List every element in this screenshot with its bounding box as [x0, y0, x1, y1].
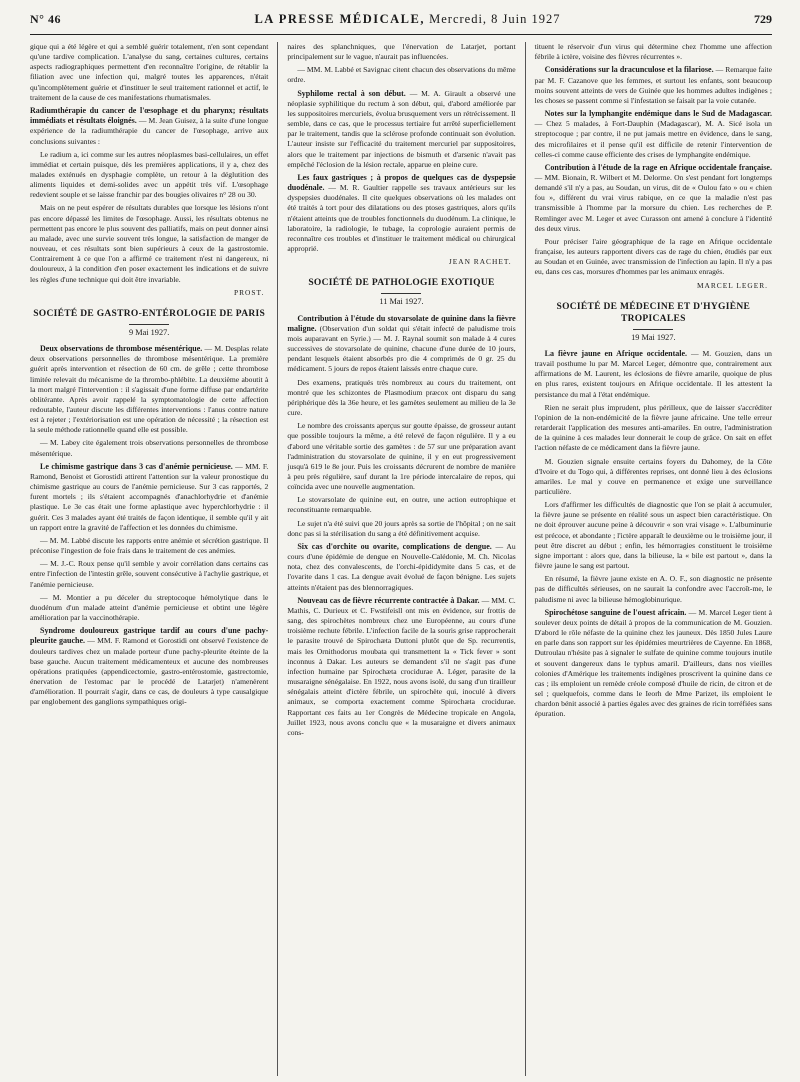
paragraph: Le stovarsolate de quinine eut, en outre, une action eutrophique et reconstituante remarquable. [287, 495, 516, 515]
issue-number: N° 46 [30, 11, 61, 26]
article-title: Considérations sur la dracunculose et la filariose. [544, 65, 714, 75]
paragraph: Des examens, pratiqués très nombreux au cours du traitement, ont montré que les schizontes de Plasmodium præcox ont disparu du sang périphérique dès la 36e heure, et les gamètes seulement au milieu de la 3e cure. [287, 377, 516, 418]
article-title: Deux observations de thrombose mésentérique. [40, 344, 203, 353]
paragraph: tituent le réservoir d'un virus qui détermine chez l'homme une affection fébrile à ictère, voisine des fièvres récurrentes ». [534, 42, 772, 62]
article-title: Contribution à l'étude de la rage en Afrique occidentale française. [544, 162, 772, 172]
section-title-text: SOCIÉTÉ DE MÉDECINE ET D'HYGIÈNE TROPICALES [556, 301, 751, 324]
column-2 [277, 42, 524, 1076]
section-date: 11 Mai 1927. [379, 297, 424, 307]
masthead [254, 12, 560, 27]
paragraph: — MM. F. Ramond et Gorostidi ont observé l'existence de douleurs tardives chez un malade porteur d'une pachy-pleurite éteinte de la base gauche. Aucun traitement médicamenteux et aucune des nombreuses opérations pratiquées (appendicectomie, gastro-entérostomie, gastrectomie, énervation de l'estomac par le procédé de Latarjet) n'amenèrent d'amélioration. Il pourrait s'agir, dans ce cas, de douleurs à type causalgique par englobement des ganglions sympathiques origi- [30, 636, 269, 707]
article-heading [287, 542, 515, 593]
section-title [287, 277, 515, 294]
paragraph: — Au cours d'une épidémie de dengue en Nouvelle-Calédonie, M. Ch. Nicolas nota, chez des convalescents, de l'orchi-épididymite dans 5 cas, et de l'ovarite dans 1 cas. La dengue avait évolué de façon bénigne. Les sujets atteints n'étaient pas des blennorragiques. [287, 541, 516, 592]
divider [129, 324, 169, 325]
article-title: Les faux gastriques ; à propos de quelques cas de dyspepsie duodénale. [287, 172, 516, 193]
section-title-text: SOCIÉTÉ DE GASTRO-ENTÉROLOGIE DE PARIS [33, 308, 266, 319]
divider [633, 329, 673, 330]
article-title: Syphilome rectal à son début. [297, 88, 406, 98]
article-heading [535, 608, 772, 720]
article-title: Le chimisme gastrique dans 3 cas d'anémie pernicieuse. [40, 461, 233, 471]
paragraph: Pour préciser l'aire géographique de la rage en Afrique occidentale française, les auteurs rapportent divers cas de rage du chien, étudiés par eux au Soudan et en Guinée, avec transmission de l'infection au lapin. Il n'y a pas eu, dans ces cas, morsures d'hommes par les animaux enragés. [534, 236, 772, 277]
article-title: Syndrome douloureux gastrique tardif au cours d'une pachy-pleurite gauche. [30, 626, 269, 646]
signature: JEAN RACHET. [448, 257, 512, 267]
issue-date: Mercredi, 8 Juin 1927 [429, 11, 561, 26]
paragraph: M. Gouzien signale ensuite certains foyers du Dahomey, de la Côte d'Ivoire et du Togo qui, à différentes reprises, ont donné lieu à des éclosions amariles. Le mal y couve en permanence et exige une surveillance particulière. [534, 456, 772, 496]
paragraph: Le sujet n'a été suivi que 20 jours après sa sortie de l'hôpital ; on ne sait donc pas si la stérilisation du sang a été définitivement acquise. [287, 518, 516, 538]
divider [381, 293, 421, 294]
paragraph: — M. Labey cite également trois observations personnelles de thrombose mésentérique. [30, 438, 269, 458]
article-heading [535, 163, 772, 234]
paragraph: naires des splanchniques, que l'énervation de Latarjet, portant principalement sur le vague, n'aurait pas influencées. [287, 42, 516, 62]
section-title-text: SOCIÉTÉ DE PATHOLOGIE EXOTIQUE [308, 278, 495, 289]
paragraph: Lors d'affirmer les difficultés de diagnostic que l'on se plait à accumuler, la fièvre jaune se présente en réalité sous un aspect bien caractéristique. On ne doit éprouver aucune peine à découvrir « son vrai visage ». L'albuminurie est précoce, et abondante ; l'ictère apparaît le deuxième ou le troisième jour, il peut être discret au début ; enfin, les hémorragies constituent le troisième signe important : alors que, dans la bilieuse, la « bile est partout », dans la fièvre jaune le sang est partout. [534, 500, 772, 571]
article-title: Six cas d'orchite ou ovarite, complications de dengue. [297, 541, 492, 551]
signature: PROST. [234, 287, 265, 297]
article-title: Notes sur la lymphangite endémique dans le Sud de Madagascar. [544, 108, 772, 118]
column-1 [30, 42, 277, 1076]
paragraph: — MM. C. Mathis, C. Durieux et C. Fwstifeisll ont mis en évidence, sur frottis de sang, des spirochètes nombreux chez une Européenne, au cours d'une troisième rechute fébrile. L'infection facile de la souris grise rapprocherait le parasite trouvé de Spirochæta Duttoni plutôt que de Sp. recurrentis, mais les Ornithodorus moubata qui transmettent la « Tick fever » sont inconnus à Dakar. Les auteurs se demandent s'il ne s'agit pas d'une infection humaine par Spirochæta crocidurae A. Léger, parasite de la musaraigne sénégalaise. En 1922, nous avons isolé, du sang d'un tirailleur sénégalais atteint d'ictère fébrile, un spirochète qui, inoculé à divers animaux, se comporta exactement comme Spirochæta crocidurae. Rapportant ces faits au 1er Congrès de Médecine tropicale en Angola, Juillet 1923, nous avons conclu que « la musaraigne et divers animaux cons- [287, 595, 516, 737]
article-heading [535, 109, 772, 160]
column-3 [525, 42, 772, 1076]
section-title [535, 301, 772, 330]
article-heading [535, 349, 772, 400]
paragraph: — M. Desplas relate deux observations personnelles de thrombose mésentérique. La première guérit après intervention et résection de 60 cm. de grêle ; cette thrombose limitée relevait du mécanisme de la thrombo-phlébite. La deuxième aboutit à la mort malgré l'intervention : il s'agissait d'une forme diffuse par endartérite oblitérante. Après avoir rappelé la symptomatologie de cette affection redoutable, l'auteur discute les différentes interventions : l'anus contre nature est à rejeter ; l'extériorisation est une opération de nécessité ; la résection est la seule méthode rationnelle quand elle est possible. [30, 344, 269, 435]
paragraph: — MM. Bionain, R. Wilbert et M. Delorme. On s'est pendant fort longtemps demandé s'il n'y a pas, au Soudan, un virus, dit de « Oulou fato » ou « chien fou », différent du vrai virus rabique, en ce que la maladie n'est pas transmissible à l'homme par la morsure du chien. Les recherches de P. Remlinger avec M. Leger et avec Curasson ont amené à conclure à l'identité des deux virus. [534, 173, 772, 233]
paragraph: (Observation d'un soldat qui s'était infecté de paludisme trois mois auparavant en Syrie.) — M. J. Raynal soumit son malade à 4 cures successives de stovarsolate de quinine, chacune d'une durée de 10 jours, pendant lesquels étaient absorbés pro die 4 comprimés de 0 gr. 25 du médicament. 5 jours de repos étaient laissés entre chaque cure. [287, 323, 516, 374]
article-title: La fièvre jaune en Afrique occidentale. [544, 348, 688, 358]
journal-name: LA PRESSE MÉDICALE, [254, 11, 425, 26]
article-title: Radiumthérapie du cancer de l'œsophage et du pharynx; résultats immédiats et résultats éloignés. [30, 105, 269, 126]
page-number: 729 [754, 11, 772, 26]
paragraph: — M. R. Gaultier rappelle ses travaux antérieurs sur les dyspepsies duodénales. Il cite quelques observations où les malades ont été traités à tort pour des dilatations ou des ptoses gastriques, alors qu'ils n'étaient atteints que de troubles fonctionnels du duodénum. La clinique, le laboratoire, la radiologie, le tubage, la coprologie auraient permis de reconnaître ces troubles et d'instituer le traitement médical ou chirurgical approprié. [287, 183, 516, 254]
paragraph: Le nombre des croissants aperçus sur goutte épaisse, de grosseur autant que possible toujours la même, a été relevé de façon régulière. Il y a eu d'abord une véritable sortie des gamètes : de 57 sur une préparation avant l'administration du stovarsolate de quinine, il y en eut progressivement jusqu'à 619 le 8e jour. Puis les croissants décrurent de nombre de manière à peu près régulière, sauf durant la 1re période intercalaire de repos, qui coïncida avec une nouvelle augmentation. [287, 421, 516, 492]
page-header [30, 4, 772, 35]
paragraph: — MM. F. Ramond, Benoist et Gorostidi attirent l'attention sur la valeur pronostique du chimisme gastrique au cours de l'anémie pernicieuse. Sur 3 cas rapportés, 2 furent mortels ; ils s'étaient accompagnés d'anachlorhydrie et d'anémie plastique. Le 3e cas était une forme aplastique avec hyperchlorhydrie : il guérit. Ces 3 malades ayant été traités de façon identique, il semble qu'il y ait un rapport entre la gravité de l'affection et les données du chimisme. [30, 461, 269, 532]
article-heading [535, 65, 772, 106]
article-heading [287, 89, 515, 170]
paragraph: — M. Jean Guisez, à la suite d'une longue expérience de la radiumthérapie du cancer de l'œsophage, arrive aux conclusions suivantes : [30, 116, 269, 146]
paragraph: Le radium a, ici comme sur les autres néoplasmes basi-cellulaires, un effet immédiat et certain puisque, dès les premières applications, il y a, chez des malades exténués en dysphagie complète, un retour à la déglutition des aliments liquides et demi-solides avec un appétit très vif. L'œsophage redevient souple et se laisse franchir par des bougies olivaires n° 28 ou 30. [30, 149, 269, 200]
paragraph: — Chez 5 malades, à Fort-Dauphin (Madagascar), M. A. Sicé isola un streptocoque ; par contre, il ne put jamais mettre en évidence, dans le sang, des microfilaires et il pense qu'il est difficile de retenir l'intervention de celles-ci comme cause efficiente des crises de lymphangite endémique. [534, 119, 772, 159]
paragraph: — M. J.-C. Roux pense qu'il semble y avoir corrélation dans certains cas entre l'infection de l'intestin grêle, souvent consécutive à l'achylie gastrique, et l'anémie pernicieuse. [30, 559, 269, 589]
paragraph: — M. Montier a pu déceler du streptocoque hémolytique dans le duodénum d'un malade atteint d'anémie pernicieuse et obtint une légère amélioration par la vaccinothérapie. [30, 592, 269, 622]
section-title [30, 308, 268, 325]
article-title: Spirochétose sanguine de l'ouest africain. [544, 607, 687, 617]
paragraph: — Remarque faite par M. F. Cazanove que les femmes, et surtout les enfants, sont beaucoup moins souvent atteints de vers de Guinée que les hommes adultes indigènes ; les choses se passent comme si l'infestation se faisait par la voie cutanée. [534, 65, 772, 105]
article-heading [287, 314, 515, 375]
columns [30, 42, 772, 1076]
paragraph: — M. Marcel Leger tient à soulever deux points de détail à propos de la communication de M. Gouzien. D'abord le rôle néfaste de la quinine chez les jauneux. Dès 1850 Jules Laure en parle dans son rapport sur les épidémies meurtrières de Cayenne. En 1868, Dutroulau n'hésite pas à signaler le sulfate de quinine comme toujours inutile et souvent dangereux dans le typhus amaril. D'ailleurs, dans nos vieilles colonies d'Amérique les traitements indigènes proscrivent la quinine dans ce cas ; ils emploient un remède créole composé d'huile de ricin, de citron et de sel ; quelquefois, comme dans le Ieorh de Mme Parizet, ils emploient le chardon bénit associé à parties égales avec des graines de ricin torréfiées sans épuration. [534, 607, 772, 719]
section-date: 19 Mai 1927. [631, 332, 676, 342]
article-heading [287, 596, 515, 738]
section-date: 9 Mai 1927. [128, 327, 170, 337]
article-heading [30, 344, 268, 435]
article-heading [30, 626, 268, 707]
article-title: Contribution à l'étude du stovarsolate de quinine dans la fièvre maligne. [287, 313, 516, 333]
paragraph: — MM. M. Labbé et Savignac citent chacun des observations du même ordre. [287, 65, 516, 85]
paragraph: — M. Gouzien, dans un travail posthume lu par M. Marcel Leger, démontre que, contrairement aux affirmations de M. Laurent, les éclosions de fièvre amarile, quoique de plus en plus rares, existent toujours en Afrique occidentale. Il les attestent la persistance du mal à l'état endémique. [534, 348, 772, 399]
paragraph: — M. A. Girault a observé une néoplasie syphilitique du rectum à son début, qui, d'abord améliorée par les suppositoires mercuriels, évolua brusquement vers un rétrécissement. Il semble, dans ce cas, que le processus tertiaire fut arrêté superficiellement par le traitement, tandis que la sclérose profonde continuait son évolution. L'auteur insiste sur l'efficacité du traitement mercuriel par suppositoires, alors que le traitement par injections de bismuth et d'arsenic n'avait pas empêché l'éclosion de la lésion rectale, apparue en pleine cure. [287, 88, 516, 169]
article-heading [30, 106, 268, 147]
article-heading [30, 462, 268, 533]
article-heading [287, 173, 515, 254]
paragraph: Rien ne serait plus imprudent, plus périlleux, que de laisser s'accréditer l'opinion de la non-endémicité de la fièvre jaune africaine. Une telle erreur retarderait l'application des mesures anti-amariles. En outre, l'administration de la quinine à ces malades leur donnerait le coup de grâce. On sait en effet l'action néfaste de ce médicament dans la fièvre jaune. [534, 402, 772, 453]
paragraph: En résumé, la fièvre jaune existe en A. O. F., son diagnostic ne présente pas de difficultés sérieuses, on ne saurait la confondre avec l'accroît-me, le paludisme ni avec la bilieuse hémoglobinurique. [534, 574, 772, 604]
paragraph: Mais on ne peut espérer de résultats durables que lorsque les lésions n'ont pas encore dépassé les limites de l'œsophage. Aussi, les résultats obtenus ne permettent pas encore le plus souvent des palliatifs, mais on peut donner ainsi au malade, avec une survie souvent très longue, la satisfaction de manger de nouveau, et ces résultats sont bien supérieurs à ceux de la gastrostomie. Contrairement à ce que l'on a affirmé ce traitement n'est ni dangereux, ni douloureux, à la condition d'en poser exactement les indications et de suivre les règles d'une technique qui doit être invariable. [30, 203, 269, 284]
paragraph: — M. M. Labbé discute les rapports entre anémie et sécrétion gastrique. Il préconise l'ingestion de foie frais dans le traitement de ces anémies. [30, 535, 269, 556]
article-title: Nouveau cas de fièvre récurrente contractée à Dakar. [297, 595, 480, 605]
signature: MARCEL LEGER. [696, 280, 768, 290]
paragraph: gique qui a été légère et qui a semblé guérir totalement, n'en sont cependant qu'une tardive complication. L'analyse du sang, certaines cultures, certains aspects radiographiques permettent d'en reconnaître l'origine, de rétablir la filiation avec une infection qui, malgré toutes les apparences, n'était qu'incomplètement guérie et d'instituer le seul traitement rationnel et actif, le traitement de la cause de ces manifestations rhumatismales. [30, 42, 269, 102]
